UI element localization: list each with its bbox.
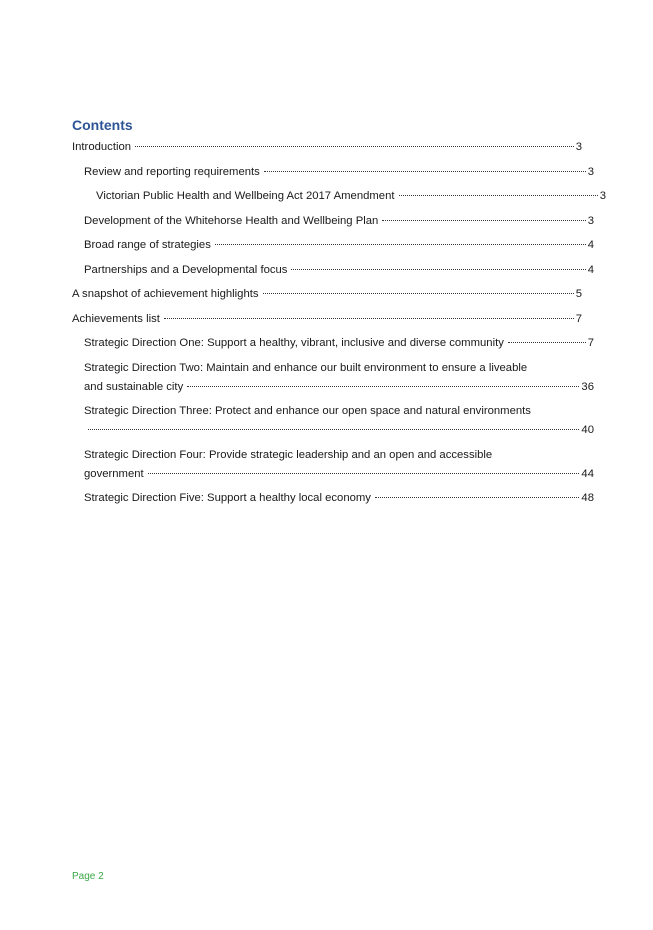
toc-leader [187, 382, 579, 387]
toc-page-number: 7 [587, 337, 594, 349]
toc-leader [263, 289, 574, 294]
toc-page-number: 3 [587, 165, 594, 178]
toc-leader [375, 493, 579, 498]
toc-entry-strategic-direction-one[interactable] [72, 334, 594, 353]
toc-entry-label: Strategic Direction Two: Maintain and enhance our built environment to ensure a liveable [84, 361, 528, 374]
toc-leader [88, 425, 579, 430]
toc-leader [148, 469, 580, 474]
toc-page-number: 40 [581, 424, 594, 436]
toc-entry-label: Strategic Direction Five: Support a healthy local economy [84, 492, 371, 504]
toc-page-number: 4 [587, 239, 594, 251]
toc-leader [508, 338, 586, 343]
toc-entry-broad-range[interactable] [72, 236, 594, 255]
toc-entry-strategic-direction-four[interactable] [72, 446, 594, 484]
toc-entry-label: Development of the Whitehorse Health and Wellbeing Plan [84, 214, 379, 227]
toc-leader [399, 191, 598, 196]
toc-page-number: 48 [581, 492, 594, 504]
toc-entry-partnerships[interactable] [72, 261, 594, 280]
toc-leader [164, 314, 574, 319]
toc-entry-line2 [84, 421, 594, 440]
toc-page-number: 36 [581, 380, 594, 393]
toc-leader [264, 167, 586, 172]
toc-entry-label: Achievements list [72, 312, 160, 325]
toc-page-number: 4 [587, 263, 594, 276]
toc-entry-development-plan[interactable] [72, 212, 594, 231]
toc-entry-label-continued: and sustainable city [84, 380, 184, 393]
toc-entry-line2 [84, 378, 594, 397]
toc-leader [215, 240, 586, 245]
toc-leader [291, 265, 585, 270]
toc-page-number: 3 [599, 190, 606, 202]
toc-page-number: 3 [587, 214, 594, 227]
toc-heading: Contents [72, 117, 133, 133]
toc-entry-label: Victorian Public Health and Wellbeing Act 2017 Amendment [96, 190, 395, 202]
toc-entry-label: Strategic Direction Four: Provide strategic leadership and an open and accessible [84, 448, 493, 461]
toc-entry-label-continued: government [84, 467, 144, 480]
toc-page-number: 7 [575, 312, 582, 325]
toc-entry-snapshot[interactable] [72, 285, 582, 304]
page-footer-number: Page 2 [72, 871, 104, 882]
toc-entry-victorian-act[interactable] [72, 187, 606, 206]
toc-entry-introduction[interactable] [72, 138, 582, 157]
table-of-contents [72, 138, 606, 514]
toc-entry-label: Review and reporting requirements [84, 165, 260, 178]
toc-page-number: 44 [581, 467, 594, 480]
toc-entry-label: Broad range of strategies [84, 239, 211, 251]
toc-entry-label: Strategic Direction One: Support a healthy, vibrant, inclusive and diverse community [84, 337, 504, 349]
toc-entry-line2 [84, 465, 594, 484]
toc-entry-strategic-direction-three[interactable] [72, 402, 594, 440]
toc-entry-label: Introduction [72, 141, 132, 153]
toc-entry-label: Strategic Direction Three: Protect and enhance our open space and natural environments [84, 405, 531, 417]
toc-entry-strategic-direction-two[interactable] [72, 359, 594, 397]
toc-entry-achievements-list[interactable] [72, 310, 582, 329]
toc-entry-strategic-direction-five[interactable] [72, 489, 594, 508]
toc-leader [135, 142, 574, 147]
toc-entry-label: A snapshot of achievement highlights [72, 288, 259, 300]
toc-entry-label: Partnerships and a Developmental focus [84, 263, 288, 276]
toc-leader [382, 216, 585, 221]
toc-entry-review-reporting[interactable] [72, 163, 594, 182]
toc-page-number: 3 [575, 141, 582, 153]
toc-page-number: 5 [575, 288, 582, 300]
